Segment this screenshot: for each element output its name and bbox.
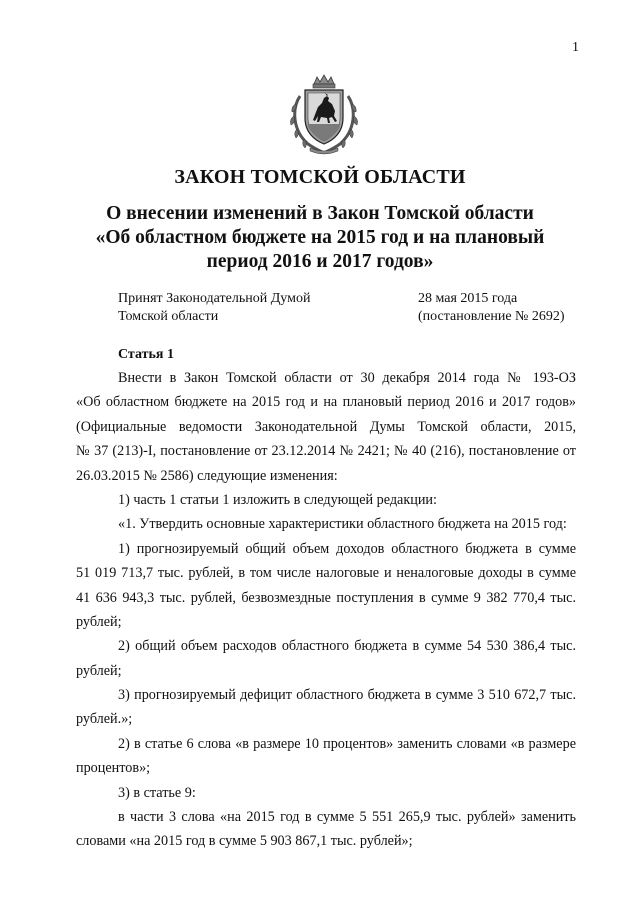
body-line: рублей; [76, 613, 122, 630]
body-line: «1. Утвердить основные характеристики областного бюджета на 2015 год: [118, 516, 567, 533]
body-line: словами «на 2015 год в сумме 5 903 867,1 тыс. рублей»; [76, 833, 413, 850]
body-line: 1) часть 1 статьи 1 изложить в следующей редакции: [118, 491, 437, 508]
body-line: 26.03.2015 № 2586) следующие изменения: [76, 467, 338, 484]
law-title: ЗАКОН ТОМСКОЙ ОБЛАСТИ [174, 166, 466, 188]
coat-of-arms-emblem [286, 74, 362, 156]
article-body [76, 366, 576, 854]
page-number: 1 [572, 40, 579, 55]
adoption-date-block [418, 290, 565, 326]
adoption-date: 28 мая 2015 года [418, 291, 518, 306]
body-line: 2) в статье 6 слова «в размере 10 процентов» заменить словами «в размере [118, 735, 576, 752]
article-heading: Статья 1 [118, 347, 174, 362]
subtitle-line: «Об областном бюджете на 2015 год и на плановый [95, 227, 545, 248]
adopted-by-block [118, 290, 310, 326]
body-line: 3) прогнозируемый дефицит областного бюджета в сумме 3 510 672,7 тыс. [118, 687, 576, 704]
subtitle-line: О внесении изменений в Закон Томской области [106, 203, 534, 224]
subtitle-line: период 2016 и 2017 годов» [206, 251, 434, 272]
resolution-number: (постановление № 2692) [418, 309, 565, 324]
body-line: процентов»; [76, 760, 151, 777]
body-line: (Официальные ведомости Законодательной Думы Томской области, 2015, [76, 418, 576, 435]
body-line: № 37 (213)-I, постановление от 23.12.2014 № 2421; № 40 (216), постановление от [76, 443, 576, 460]
body-line: 2) общий объем расходов областного бюджета в сумме 54 530 386,4 тыс. [118, 638, 576, 655]
body-line: «Об областном бюджете на 2015 год и на плановый период 2016 и 2017 годов» [76, 394, 576, 411]
body-line: 1) прогнозируемый общий объем доходов областного бюджета в сумме [118, 540, 576, 557]
body-line: 51 019 713,7 тыс. рублей, в том числе налоговые и неналоговые доходы в сумме [76, 565, 576, 582]
body-line: рублей; [76, 662, 122, 679]
adopted-by-line: Принят Законодательной Думой [118, 291, 311, 306]
law-subtitle [0, 202, 640, 274]
adopted-by-line: Томской области [118, 309, 219, 324]
body-line: в части 3 слова «на 2015 год в сумме 5 551 265,9 тыс. рублей» заменить [118, 809, 576, 826]
body-line: рублей.»; [76, 711, 133, 728]
body-line: Внести в Закон Томской области от 30 декабря 2014 года № 193-ОЗ [118, 370, 576, 386]
body-line: 41 636 943,3 тыс. рублей, безвозмездные поступления в сумме 9 382 770,4 тыс. [76, 589, 576, 606]
body-line: 3) в статье 9: [118, 784, 196, 801]
